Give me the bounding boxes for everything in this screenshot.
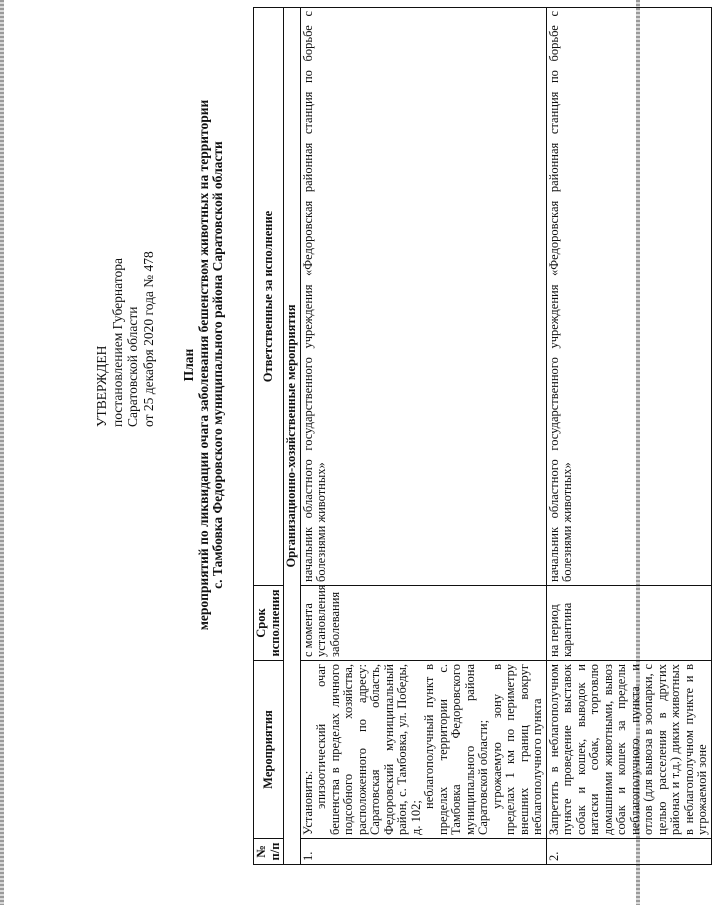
approval-line-3: Саратовской области bbox=[125, 306, 140, 427]
measure-paragraph: эпизоотический очаг бешенства в пределах личного подсобного хозяйства, расположенного по адресу: Саратовская область, Федоровский муниципальный район, с. Тамбовка, ул. Победы, д. 102; bbox=[314, 664, 423, 835]
header-measures: Мероприятия bbox=[254, 661, 284, 839]
approval-line-4: от 25 декабря 2020 года № 478 bbox=[140, 251, 156, 427]
table-row bbox=[546, 8, 711, 865]
section-title: Организационно-хозяйственные мероприятия bbox=[284, 8, 301, 865]
approval-line-2: постановлением Губернатора bbox=[109, 258, 125, 427]
title-line-3: с. Тамбовка Федоровского муниципального района Саратовской области bbox=[210, 141, 225, 589]
table-header-row bbox=[254, 8, 284, 865]
row-responsible: начальник областного государственного учреждения «Федоровская районная станция по борьбе с болезнями животных» bbox=[300, 8, 546, 586]
row-num: 1. bbox=[300, 839, 546, 865]
plan-table bbox=[253, 7, 712, 865]
header-term: Срок исполнения bbox=[254, 586, 284, 661]
row-term: с момента установления заболевания bbox=[300, 586, 546, 661]
table-row bbox=[300, 8, 546, 865]
row-term: на период карантина bbox=[546, 586, 711, 661]
title-line-2: мероприятий по ликвидации очага заболевания бешенством животных на территории bbox=[195, 99, 211, 631]
row-num: 2. bbox=[546, 839, 711, 865]
measure-intro: Установить: bbox=[300, 770, 315, 835]
measure-paragraph: угрожаемую зону в пределах 1 км по периметру внешних границ вокруг неблагополучного пункта bbox=[489, 664, 544, 835]
title-line-1: План bbox=[181, 348, 196, 382]
header-responsible: Ответственные за исполнение bbox=[254, 8, 284, 586]
header-num: № п/п bbox=[254, 839, 284, 865]
row-responsible: начальник областного государственного учреждения «Федоровская районная станция по борьбе с болезнями животных» bbox=[546, 8, 711, 586]
approval-line-1: УТВЕРЖДЕН bbox=[94, 345, 109, 427]
approval-stamp bbox=[94, 127, 156, 427]
row-measure: Запретить в неблагополучном пункте проведение выставок собак и кошек, выводок и натаски собак, торговлю домашними животными, вывоз собак и кошек за пределы неблагополучного пункта и отлов (для вывоза в зоопарки, с целью расселения в других районах и т.д.) диких животных в неблагополучном пункте и в угрожаемой зоне bbox=[546, 661, 711, 839]
section-row bbox=[284, 8, 301, 865]
measure-paragraph: неблагополучный пункт в пределах территории с. Тамбовка Федоровского муниципального района Саратовской области; bbox=[422, 664, 490, 835]
row-measure bbox=[300, 661, 546, 839]
document-title bbox=[182, 15, 226, 715]
